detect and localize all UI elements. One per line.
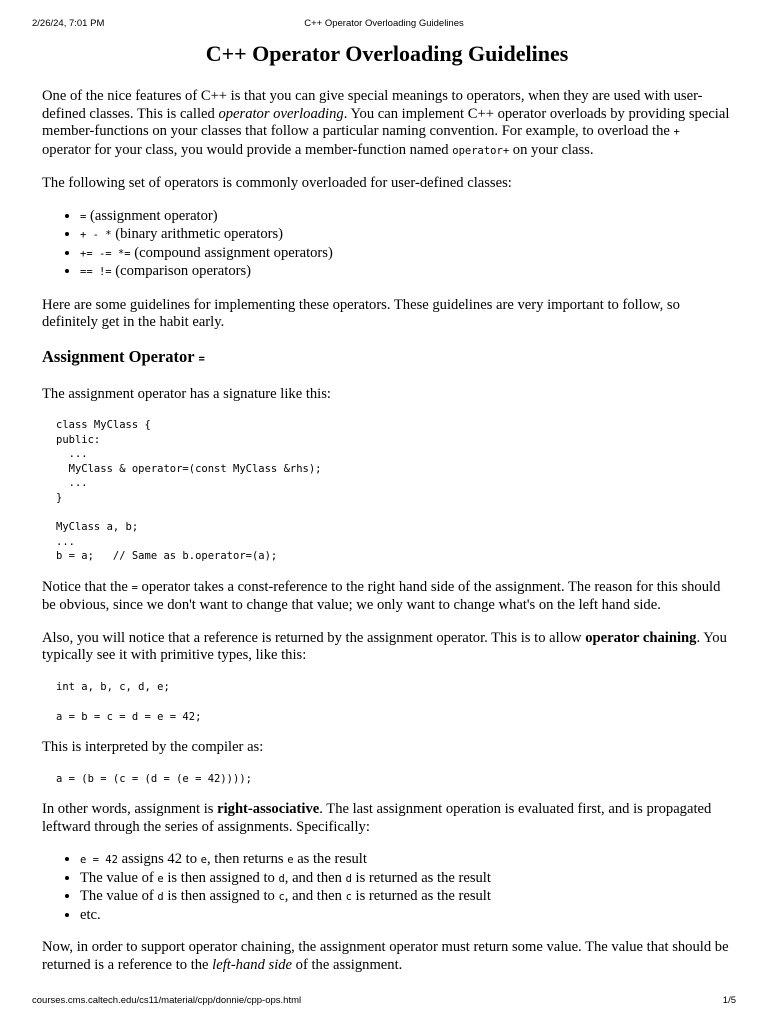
inline-code: = xyxy=(198,352,205,365)
text: , then returns xyxy=(206,851,288,868)
intro-paragraph xyxy=(42,88,732,160)
text: , and then xyxy=(284,869,346,886)
text: is then assigned to xyxy=(163,888,279,905)
inline-code: operator+ xyxy=(452,144,510,157)
conclusion-paragraph xyxy=(42,939,732,974)
emphasis: operator overloading xyxy=(218,105,344,122)
list-item xyxy=(80,870,732,889)
print-page-title: C++ Operator Overloading Guidelines xyxy=(304,18,464,29)
text: One of the nice features of C++ is that you can give special meanings to operators, when they are used with user-defined classes. This is called xyxy=(42,88,703,122)
text: Notice that the xyxy=(42,578,132,595)
text: operator takes a const-reference to the right hand side of the assignment. The reason for this should be obvious, since we don't want to change that value; we only want to change what's on the left hand side. xyxy=(42,578,721,614)
text: , and then xyxy=(284,888,346,905)
list-item xyxy=(80,263,732,282)
bold-text: operator chaining xyxy=(585,629,697,646)
text: Also, you will notice that a reference is returned by the assignment operator. This is to allow xyxy=(42,629,586,646)
inline-code: e xyxy=(157,872,164,885)
inline-code: c xyxy=(345,891,352,904)
list-item xyxy=(80,208,732,227)
guidelines-paragraph: Here are some guidelines for implementing these operators. These guidelines are very important to follow, so definitely get in the habit early. xyxy=(42,296,680,330)
code-block-declare: int a, b, c, d, e; xyxy=(56,680,170,693)
text: Now, in order to support operator chaining, the assignment operator must return some value. The value that should be returned is a reference to the xyxy=(42,939,729,973)
bold-text: right-associative xyxy=(217,801,320,818)
inline-code: d xyxy=(157,891,164,904)
inline-code: == != xyxy=(80,266,112,278)
text: assigns 42 to xyxy=(117,851,201,868)
inline-code: d xyxy=(278,872,285,885)
text: The value of xyxy=(80,869,158,886)
code-block-interpreted: a = (b = (c = (d = (e = 42)))); xyxy=(56,772,252,785)
document-body xyxy=(42,40,732,989)
print-date: 2/26/24, 7:01 PM xyxy=(32,18,105,29)
print-url: courses.cms.caltech.edu/cs11/material/cpp/donnie/cpp-ops.html xyxy=(32,995,302,1006)
chaining-paragraph xyxy=(42,630,732,665)
code-block-signature: class MyClass { public: ... MyClass & operator=(const MyClass &rhs); ... } MyClass a, b; ... b = a; // Same as b.operator=(a); xyxy=(56,419,322,563)
notice-paragraph xyxy=(42,579,732,615)
inline-code: + xyxy=(673,126,680,138)
inline-code: = xyxy=(80,210,87,223)
inline-code: c xyxy=(278,891,285,904)
text: operator for your class, you would provide a member-function named xyxy=(42,141,453,158)
inline-code: d xyxy=(345,872,352,885)
text: is returned as the result xyxy=(351,888,491,905)
signature-intro: The assignment operator has a signature like this: xyxy=(42,385,331,402)
list-item xyxy=(80,888,732,907)
text: is then assigned to xyxy=(163,869,279,886)
list-item xyxy=(80,226,732,245)
text: . You typically see it with primitive types, like this: xyxy=(42,629,727,664)
inline-code: e xyxy=(287,854,294,867)
print-header xyxy=(32,18,736,32)
inline-code: e = 42 xyxy=(80,854,118,867)
emphasis: left-hand side xyxy=(212,956,293,973)
inline-code: = xyxy=(131,581,138,594)
section-heading-assignment xyxy=(42,347,732,369)
text: (comparison operators) xyxy=(111,263,252,279)
text: The value of xyxy=(80,888,158,905)
page-number: 1/5 xyxy=(722,995,736,1006)
right-assoc-paragraph xyxy=(42,801,732,836)
text: Assignment Operator xyxy=(42,346,199,366)
text: (binary arithmetic operators) xyxy=(111,226,284,242)
text: In other words, assignment is xyxy=(42,801,218,818)
list-item xyxy=(80,851,732,870)
text: of the assignment. xyxy=(292,956,403,973)
print-footer xyxy=(32,995,736,1009)
text: . You can implement C++ operator overloads by providing special member-functions on your classes that follow a particular naming convention. For example, to overload the xyxy=(42,105,730,139)
list-intro: The following set of operators is commonly overloaded for user-defined classes: xyxy=(42,175,512,191)
inline-code: e xyxy=(200,854,207,867)
inline-code: += -= *= xyxy=(80,247,131,260)
text: (compound assignment operators) xyxy=(130,244,333,261)
list-item xyxy=(80,245,732,264)
steps-list xyxy=(42,851,732,924)
inline-code: + - * xyxy=(80,229,112,241)
text: . The last assignment operation is evaluated first, and is propagated leftward through the series of assignments. Specifically: xyxy=(42,801,712,835)
text: on your class. xyxy=(509,141,594,158)
code-block-chain: a = b = c = d = e = 42; xyxy=(56,710,202,723)
text: as the result xyxy=(293,851,367,868)
interpreted-paragraph: This is interpreted by the compiler as: xyxy=(42,739,264,756)
page-title: C++ Operator Overloading Guidelines xyxy=(205,41,569,66)
text: (assignment operator) xyxy=(86,207,218,224)
operator-list xyxy=(42,208,732,282)
text: is returned as the result xyxy=(351,869,491,886)
list-item: • etc. xyxy=(80,907,732,925)
